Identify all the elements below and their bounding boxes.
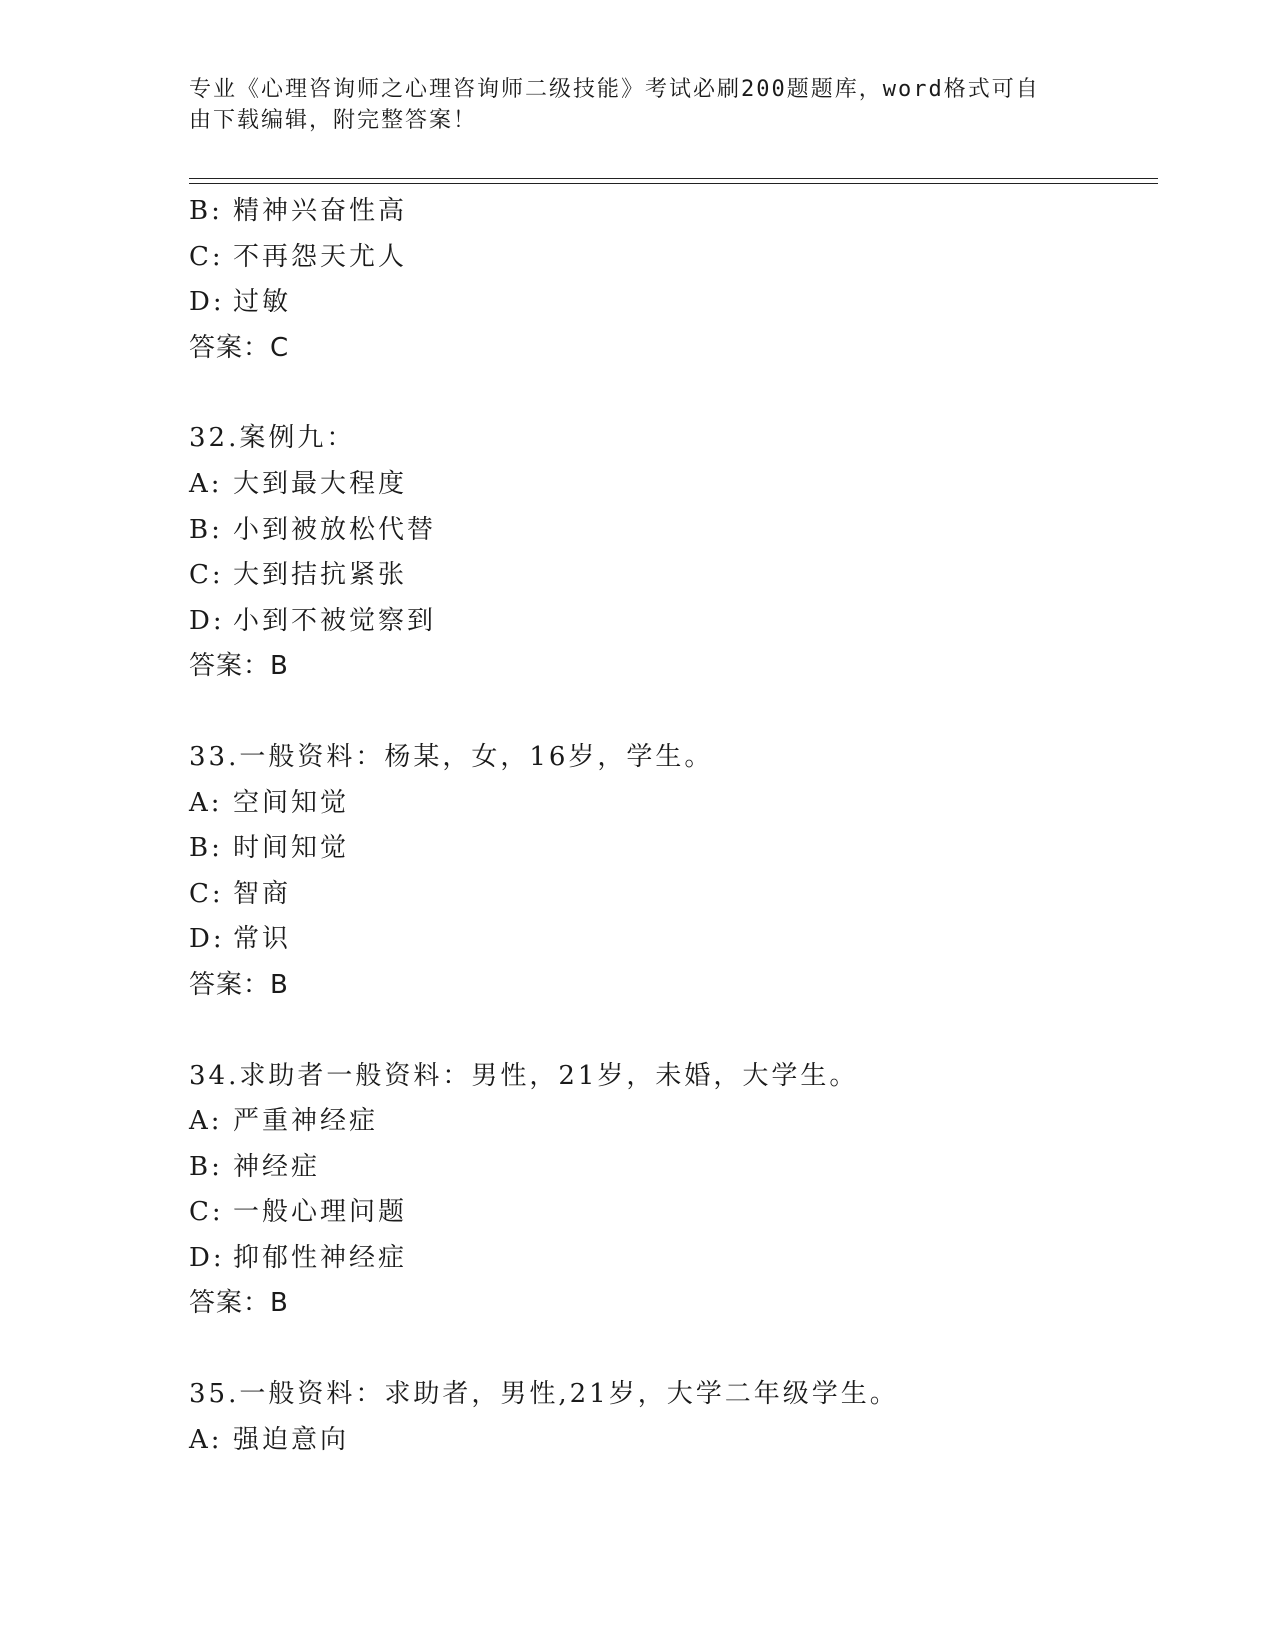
option-text: 时间知觉	[233, 833, 350, 864]
option-row	[189, 872, 1149, 918]
option-row	[189, 781, 1149, 827]
answer-line: 答案：B	[189, 651, 289, 682]
option-row	[189, 1236, 1149, 1282]
option-key: A:	[189, 787, 223, 818]
option-text: 常识	[233, 924, 292, 955]
option-row	[189, 280, 1149, 326]
option-row	[189, 553, 1149, 599]
option-key: D:	[189, 1242, 225, 1273]
option-text: 一般心理问题	[233, 1197, 408, 1228]
option-text: 严重神经症	[233, 1106, 379, 1137]
option-text: 过敏	[233, 287, 292, 318]
header-divider-top	[189, 178, 1158, 179]
question-block	[189, 416, 1149, 690]
option-key: A:	[189, 1106, 223, 1137]
option-row	[189, 235, 1149, 281]
option-key: D:	[189, 605, 225, 636]
question-list	[189, 189, 1149, 1463]
option-text: 强迫意向	[233, 1424, 350, 1455]
question-title: 34.求助者一般资料：男性，21岁，未婚，大学生。	[189, 1060, 859, 1091]
option-row	[189, 1418, 1149, 1464]
option-row	[189, 462, 1149, 508]
question-title: 33.一般资料：杨某，女，16岁，学生。	[189, 741, 714, 772]
option-text: 神经症	[233, 1151, 321, 1182]
option-row	[189, 189, 1149, 235]
option-row	[189, 1190, 1149, 1236]
option-key: C:	[189, 560, 224, 591]
option-row	[189, 599, 1149, 645]
option-key: B:	[189, 196, 223, 226]
header-line-2: 由下载编辑，附完整答案！	[189, 108, 478, 133]
option-key: C:	[189, 1197, 224, 1228]
option-text: 不再怨天尤人	[233, 241, 408, 272]
option-text: 空间知觉	[233, 787, 350, 818]
option-row	[189, 826, 1149, 872]
answer-line: 答案：C	[189, 332, 290, 363]
answer-line: 答案：B	[189, 1288, 289, 1319]
question-block	[189, 1054, 1149, 1328]
option-row	[189, 508, 1149, 554]
option-key: C:	[189, 878, 224, 909]
option-text: 智商	[233, 878, 292, 909]
option-key: A:	[189, 468, 223, 499]
option-row	[189, 917, 1149, 963]
option-text: 精神兴奋性高	[233, 196, 408, 226]
option-row	[189, 1145, 1149, 1191]
option-key: B:	[189, 833, 223, 864]
header-line-1: 专业《心理咨询师之心理咨询师二级技能》考试必刷200题题库，word格式可自	[189, 77, 1040, 102]
question-block	[189, 1372, 1149, 1463]
question-title: 35.一般资料：求助者，男性,21岁，大学二年级学生。	[189, 1379, 899, 1410]
question-block	[189, 189, 1149, 371]
option-text: 小到被放松代替	[233, 514, 437, 545]
option-text: 大到最大程度	[233, 468, 408, 499]
option-text: 小到不被觉察到	[233, 605, 437, 636]
option-key: D:	[189, 287, 225, 318]
option-row	[189, 1099, 1149, 1145]
header-divider-bottom	[189, 183, 1158, 184]
question-title: 32.案例九：	[189, 423, 356, 454]
option-text: 抑郁性神经症	[233, 1242, 408, 1273]
option-key: A:	[189, 1424, 223, 1455]
option-key: B:	[189, 1151, 223, 1182]
option-key: C:	[189, 241, 224, 272]
option-key: B:	[189, 514, 223, 545]
option-text: 大到拮抗紧张	[233, 560, 408, 591]
document-header	[189, 74, 1069, 136]
answer-line: 答案：B	[189, 969, 289, 1000]
question-block	[189, 735, 1149, 1009]
option-key: D:	[189, 924, 225, 955]
